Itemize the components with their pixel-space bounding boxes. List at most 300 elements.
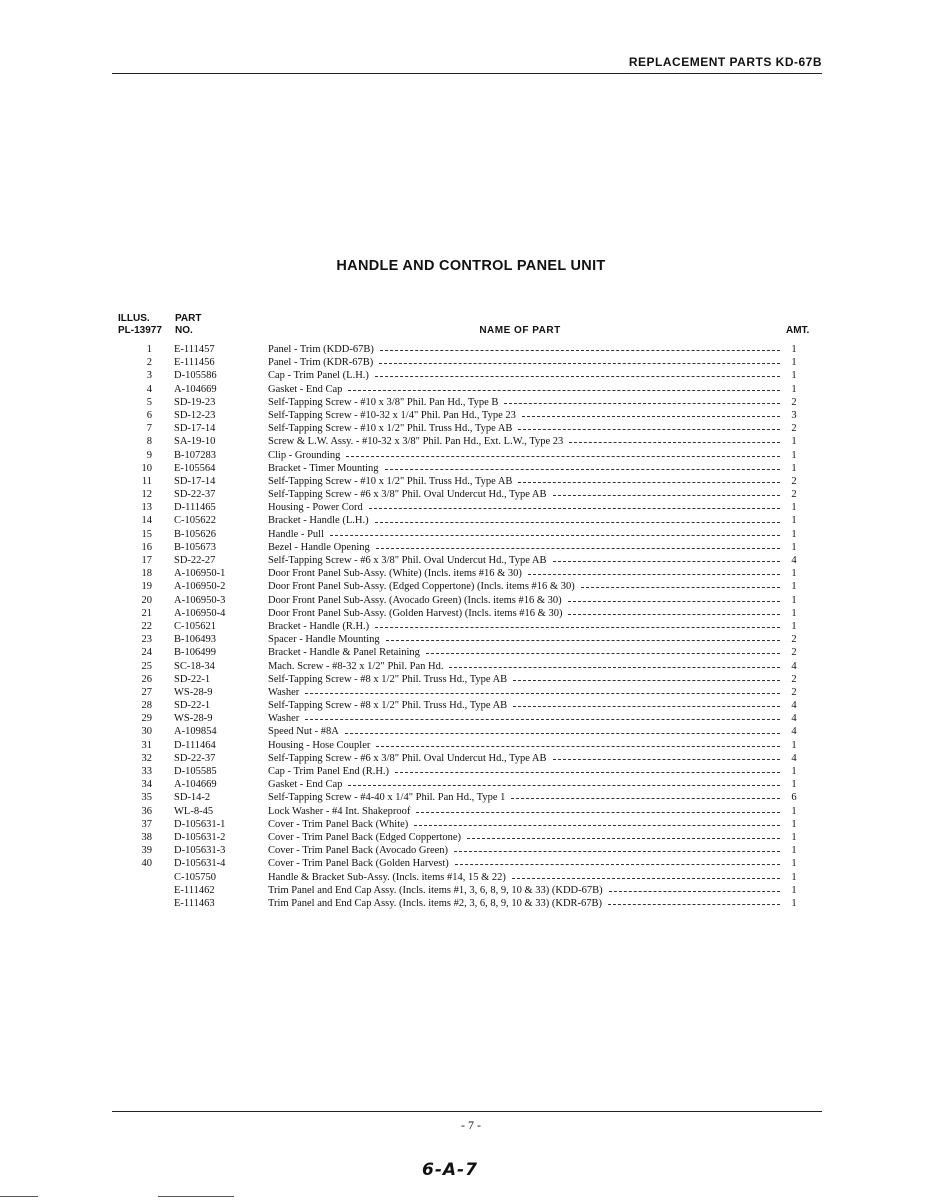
- part-number: A-106950-2: [174, 581, 226, 593]
- illus-number: 27: [141, 686, 152, 698]
- part-amount: 1: [791, 436, 797, 448]
- part-name: Door Front Panel Sub-Assy. (White) (Incls. items #16 & 30): [268, 568, 522, 580]
- illus-number: 35: [141, 792, 152, 804]
- dotted-leader: [513, 680, 780, 681]
- dotted-leader: [369, 508, 780, 509]
- dotted-leader: [305, 719, 780, 720]
- illus-number: 1: [146, 344, 152, 355]
- part-name-cell: [268, 567, 780, 580]
- column-header-illus-label: ILLUS.: [118, 313, 150, 324]
- illus-number: 38: [141, 831, 152, 843]
- illus-number: 40: [141, 858, 152, 870]
- part-amount: 1: [791, 845, 797, 857]
- table-row: [118, 805, 818, 818]
- part-name-cell: [268, 765, 780, 778]
- illus-number: 21: [141, 607, 152, 619]
- scan-edge-mark: [158, 1196, 234, 1197]
- table-row: [118, 831, 818, 844]
- part-name: Housing - Power Cord: [268, 502, 363, 514]
- part-name-cell: [268, 475, 780, 488]
- dotted-leader: [581, 587, 780, 588]
- part-number: D-105631-3: [174, 845, 226, 857]
- part-number: SA-19-10: [174, 436, 216, 448]
- part-number: WL-8-45: [174, 805, 214, 817]
- column-header-name: NAME OF PART: [479, 325, 561, 336]
- part-name: Cover - Trim Panel Back (White): [268, 818, 409, 830]
- dotted-leader: [376, 746, 780, 747]
- section-title: HANDLE AND CONTROL PANEL UNIT: [336, 258, 606, 274]
- table-row: [118, 857, 818, 870]
- table-row: [118, 739, 818, 752]
- part-number: B-107283: [174, 449, 216, 461]
- part-name-cell: [268, 396, 780, 409]
- part-amount: 4: [791, 713, 797, 725]
- part-amount: 2: [791, 489, 797, 501]
- dotted-leader: [518, 429, 780, 430]
- table-row: [118, 369, 818, 382]
- part-number: E-111457: [174, 344, 215, 355]
- part-amount: 1: [791, 871, 797, 883]
- part-number: C-105750: [174, 871, 216, 883]
- part-name: Washer: [268, 686, 300, 698]
- part-number: A-104669: [174, 383, 217, 395]
- part-name-cell: [268, 818, 780, 831]
- part-amount: 4: [791, 660, 797, 672]
- part-number: B-106493: [174, 634, 216, 646]
- part-name: Self-Tapping Screw - #6 x 3/8" Phil. Oval Undercut Hd., Type AB: [268, 555, 547, 566]
- table-row: [118, 514, 818, 527]
- part-name: Self-Tapping Screw - #4-40 x 1/4" Phil. Pan Hd., Type 1: [268, 792, 506, 804]
- table-row: [118, 475, 818, 488]
- table-row: [118, 607, 818, 620]
- part-number: A-106950-4: [174, 607, 226, 619]
- table-row: [118, 725, 818, 738]
- table-row: [118, 396, 818, 409]
- illus-number: 15: [141, 528, 152, 540]
- part-number: SD-14-2: [174, 792, 211, 804]
- illus-number: 2: [146, 357, 152, 369]
- column-header-illus-sub: PL-13977: [118, 325, 162, 336]
- page-header-title: REPLACEMENT PARTS KD-67B: [628, 55, 822, 69]
- illus-number: 4: [146, 383, 152, 395]
- part-name-cell: [268, 422, 780, 435]
- part-name: Panel - Trim (KDD-67B): [268, 344, 374, 355]
- part-name-cell: [268, 752, 780, 765]
- part-amount: 2: [791, 686, 797, 698]
- column-header-part-sub: NO.: [175, 325, 193, 336]
- illus-number: 6: [146, 409, 152, 421]
- illus-number: 29: [141, 713, 152, 725]
- part-name-cell: [268, 554, 780, 567]
- part-name: Bracket - Handle & Panel Retaining: [268, 647, 420, 659]
- part-name-cell: [268, 871, 780, 884]
- illus-number: 36: [141, 805, 152, 817]
- part-amount: 1: [791, 383, 797, 395]
- part-amount: 2: [791, 396, 797, 408]
- part-name: Screw & L.W. Assy. - #10-32 x 3/8" Phil. Pan Hd., Ext. L.W., Type 23: [268, 436, 564, 448]
- part-name: Self-Tapping Screw - #8 x 1/2" Phil. Truss Hd., Type AB: [268, 700, 508, 712]
- part-name: Trim Panel and End Cap Assy. (Incls. items #1, 3, 6, 8, 9, 10 & 33) (KDD-67B): [268, 884, 603, 896]
- part-name-cell: [268, 686, 780, 699]
- dotted-leader: [608, 904, 780, 905]
- column-header-part: [175, 313, 201, 337]
- part-name: Self-Tapping Screw - #6 x 3/8" Phil. Oval Undercut Hd., Type AB: [268, 752, 547, 764]
- table-row: [118, 673, 818, 686]
- part-amount: 1: [791, 581, 797, 593]
- part-number: A-109854: [174, 726, 217, 738]
- part-amount: 1: [791, 858, 797, 870]
- part-amount: 1: [791, 357, 797, 369]
- part-name: Self-Tapping Screw - #10 x 3/8" Phil. Pan Hd., Type B: [268, 396, 499, 408]
- part-name-cell: [268, 778, 780, 791]
- part-name-cell: [268, 528, 780, 541]
- dotted-leader: [511, 798, 780, 799]
- part-name: Door Front Panel Sub-Assy. (Avocado Green) (Incls. items #16 & 30): [268, 594, 562, 606]
- part-name: Bracket - Timer Mounting: [268, 462, 379, 474]
- part-number: B-105673: [174, 541, 216, 553]
- table-row: [118, 765, 818, 778]
- dotted-leader: [375, 376, 780, 377]
- dotted-leader: [345, 733, 780, 734]
- part-number: SD-22-1: [174, 673, 211, 685]
- dotted-leader: [512, 878, 780, 879]
- illus-number: 5: [146, 396, 152, 408]
- dotted-leader: [379, 363, 780, 364]
- illus-number: 20: [141, 594, 152, 606]
- part-name-cell: [268, 791, 780, 804]
- part-amount: 1: [791, 739, 797, 751]
- illus-number: 22: [141, 620, 152, 632]
- table-row: [118, 752, 818, 765]
- part-name: Self-Tapping Screw - #10 x 1/2" Phil. Truss Hd., Type AB: [268, 475, 513, 487]
- table-row: [118, 660, 818, 673]
- part-name: Gasket - End Cap: [268, 779, 343, 791]
- part-number: SD-22-27: [174, 555, 216, 566]
- dotted-leader: [380, 350, 780, 351]
- part-name-cell: [268, 594, 780, 607]
- table-row: [118, 422, 818, 435]
- part-amount: 1: [791, 528, 797, 540]
- part-number: A-104669: [174, 779, 217, 791]
- illus-number: 31: [141, 739, 152, 751]
- part-name: Self-Tapping Screw - #8 x 1/2" Phil. Truss Hd., Type AB: [268, 673, 508, 685]
- part-amount: 2: [791, 475, 797, 487]
- dotted-leader: [553, 561, 780, 562]
- illus-number: 13: [141, 502, 152, 514]
- dotted-leader: [528, 574, 780, 575]
- table-row: [118, 567, 818, 580]
- illus-number: 39: [141, 845, 152, 857]
- column-header-part-label: PART: [175, 313, 202, 324]
- part-number: E-105564: [174, 462, 216, 474]
- part-number: SD-12-23: [174, 409, 216, 421]
- part-amount: 1: [791, 502, 797, 514]
- dotted-leader: [518, 482, 780, 483]
- part-number: E-111463: [174, 897, 215, 909]
- illus-number: 14: [141, 515, 152, 527]
- part-name-cell: [268, 449, 780, 462]
- table-row: [118, 646, 818, 659]
- part-amount: 1: [791, 568, 797, 580]
- scan-edge-mark: [0, 1196, 38, 1197]
- dotted-leader: [467, 838, 780, 839]
- part-name-cell: [268, 383, 780, 396]
- illus-number: 34: [141, 779, 152, 791]
- illus-number: 11: [141, 475, 152, 487]
- part-amount: 1: [791, 766, 797, 777]
- illus-number: 23: [141, 634, 152, 646]
- part-name: Trim Panel and End Cap Assy. (Incls. items #2, 3, 6, 8, 9, 10 & 33) (KDR-67B): [268, 897, 603, 909]
- part-number: E-111456: [174, 357, 215, 369]
- part-amount: 1: [791, 884, 797, 896]
- table-row: [118, 778, 818, 791]
- dotted-leader: [395, 772, 780, 773]
- illus-number: 24: [141, 647, 152, 659]
- table-row: [118, 435, 818, 448]
- illus-number: 18: [141, 568, 152, 580]
- part-name: Washer: [268, 713, 300, 725]
- dotted-leader: [416, 812, 780, 813]
- part-name: Panel - Trim (KDR-67B): [268, 357, 374, 369]
- part-amount: 6: [791, 792, 797, 804]
- part-name: Lock Washer - #4 Int. Shakeproof: [268, 805, 411, 817]
- part-amount: 1: [791, 620, 797, 632]
- column-header-illus: [118, 313, 162, 337]
- part-name-cell: [268, 488, 780, 501]
- dotted-leader: [553, 759, 780, 760]
- part-amount: 2: [791, 423, 797, 435]
- part-name-cell: [268, 660, 780, 673]
- part-name-cell: [268, 620, 780, 633]
- table-row: [118, 871, 818, 884]
- part-amount: 4: [791, 752, 797, 764]
- illus-number: 26: [141, 673, 152, 685]
- dotted-leader: [454, 851, 780, 852]
- part-number: D-105631-4: [174, 858, 226, 870]
- part-name: Speed Nut - #8A: [268, 726, 339, 738]
- dotted-leader: [568, 614, 780, 615]
- part-number: WS-28-9: [174, 713, 213, 725]
- part-number: C-105622: [174, 515, 216, 527]
- part-amount: 1: [791, 897, 797, 909]
- handwritten-note: 6-A-7: [422, 1160, 478, 1180]
- table-row: [118, 541, 818, 554]
- part-number: SD-17-14: [174, 475, 216, 487]
- part-number: D-105585: [174, 766, 217, 777]
- illus-number: 25: [141, 660, 152, 672]
- part-number: SD-19-23: [174, 396, 216, 408]
- part-amount: 4: [791, 555, 797, 566]
- part-name-cell: [268, 462, 780, 475]
- part-amount: 2: [791, 634, 797, 646]
- part-name: Handle & Bracket Sub-Assy. (Incls. items #14, 15 & 22): [268, 871, 506, 883]
- table-row: [118, 844, 818, 857]
- dotted-leader: [348, 390, 780, 391]
- part-name: Bracket - Handle (R.H.): [268, 620, 370, 632]
- part-name: Cap - Trim Panel End (R.H.): [268, 766, 390, 777]
- part-name-cell: [268, 607, 780, 620]
- part-number: B-105626: [174, 528, 216, 540]
- table-row: [118, 818, 818, 831]
- illus-number: 10: [141, 462, 152, 474]
- illus-number: 32: [141, 752, 152, 764]
- part-number: SD-22-1: [174, 700, 211, 712]
- part-amount: 1: [791, 831, 797, 843]
- part-number: B-106499: [174, 647, 216, 659]
- part-name-cell: [268, 369, 780, 382]
- dotted-leader: [504, 403, 780, 404]
- dotted-leader: [609, 891, 780, 892]
- part-name-cell: [268, 541, 780, 554]
- part-name: Housing - Hose Coupler: [268, 739, 371, 751]
- parts-list: [118, 343, 818, 910]
- part-name-cell: [268, 501, 780, 514]
- part-amount: 1: [791, 449, 797, 461]
- part-name: Handle - Pull: [268, 528, 324, 540]
- dotted-leader: [375, 627, 780, 628]
- part-number: D-105631-2: [174, 831, 226, 843]
- part-amount: 1: [791, 462, 797, 474]
- part-number: SD-22-37: [174, 752, 216, 764]
- part-name: Clip - Grounding: [268, 449, 341, 461]
- dotted-leader: [414, 825, 780, 826]
- table-row: [118, 712, 818, 725]
- part-name-cell: [268, 805, 780, 818]
- illus-number: 28: [141, 700, 152, 712]
- dotted-leader: [376, 548, 780, 549]
- part-name-cell: [268, 739, 780, 752]
- part-number: SC-18-34: [174, 660, 215, 672]
- part-amount: 1: [791, 779, 797, 791]
- part-amount: 2: [791, 673, 797, 685]
- dotted-leader: [375, 522, 780, 523]
- part-number: D-105586: [174, 370, 217, 382]
- dotted-leader: [305, 693, 780, 694]
- table-row: [118, 884, 818, 897]
- table-row: [118, 528, 818, 541]
- table-row: [118, 554, 818, 567]
- part-number: SD-22-37: [174, 489, 216, 501]
- dotted-leader: [426, 653, 780, 654]
- part-number: E-111462: [174, 884, 215, 896]
- part-name: Cap - Trim Panel (L.H.): [268, 370, 369, 382]
- part-number: A-106950-1: [174, 568, 226, 580]
- part-name-cell: [268, 857, 780, 870]
- illus-number: 30: [141, 726, 152, 738]
- part-number: C-105621: [174, 620, 216, 632]
- part-name-cell: [268, 580, 780, 593]
- part-number: D-111465: [174, 502, 216, 514]
- header-rule: [112, 73, 822, 74]
- part-name: Self-Tapping Screw - #10 x 1/2" Phil. Truss Hd., Type AB: [268, 423, 513, 435]
- part-name-cell: [268, 514, 780, 527]
- table-row: [118, 501, 818, 514]
- table-row: [118, 356, 818, 369]
- dotted-leader: [346, 456, 780, 457]
- part-name: Spacer - Handle Mounting: [268, 634, 380, 646]
- part-name-cell: [268, 356, 780, 369]
- table-row: [118, 409, 818, 422]
- table-row: [118, 383, 818, 396]
- part-number: D-105631-1: [174, 818, 226, 830]
- part-name-cell: [268, 897, 780, 910]
- part-name: Self-Tapping Screw - #6 x 3/8" Phil. Oval Undercut Hd., Type AB: [268, 489, 547, 501]
- part-name: Self-Tapping Screw - #10-32 x 1/4" Phil. Pan Hd., Type 23: [268, 409, 516, 421]
- part-name: Gasket - End Cap: [268, 383, 343, 395]
- part-name: Door Front Panel Sub-Assy. (Golden Harvest) (Incls. items #16 & 30): [268, 607, 563, 619]
- illus-number: 17: [141, 555, 152, 566]
- part-amount: 3: [791, 409, 797, 421]
- part-number: A-106950-3: [174, 594, 226, 606]
- part-name: Bezel - Handle Opening: [268, 541, 370, 553]
- dotted-leader: [449, 667, 780, 668]
- part-amount: 1: [791, 818, 797, 830]
- table-row: [118, 699, 818, 712]
- part-number: SD-17-14: [174, 423, 216, 435]
- page-number: - 7 -: [461, 1118, 481, 1132]
- illus-number: 19: [141, 581, 152, 593]
- dotted-leader: [385, 469, 780, 470]
- table-row: [118, 791, 818, 804]
- dotted-leader: [348, 785, 780, 786]
- part-number: D-111464: [174, 739, 216, 751]
- illus-number: 9: [146, 449, 152, 461]
- table-row: [118, 897, 818, 910]
- part-name-cell: [268, 435, 780, 448]
- table-row: [118, 488, 818, 501]
- dotted-leader: [330, 535, 780, 536]
- table-row: [118, 594, 818, 607]
- part-name: Cover - Trim Panel Back (Avocado Green): [268, 845, 449, 857]
- column-header-amt: AMT.: [786, 325, 810, 336]
- table-row: [118, 686, 818, 699]
- illus-number: 12: [141, 489, 152, 501]
- part-number: WS-28-9: [174, 686, 213, 698]
- part-name-cell: [268, 831, 780, 844]
- part-amount: 1: [791, 515, 797, 527]
- illus-number: 7: [146, 423, 152, 435]
- part-name-cell: [268, 712, 780, 725]
- part-amount: 1: [791, 344, 797, 355]
- dotted-leader: [386, 640, 780, 641]
- dotted-leader: [569, 442, 780, 443]
- part-amount: 2: [791, 647, 797, 659]
- table-row: [118, 343, 818, 356]
- illus-number: 16: [141, 541, 152, 553]
- table-row: [118, 462, 818, 475]
- part-amount: 1: [791, 607, 797, 619]
- part-name-cell: [268, 646, 780, 659]
- part-name: Cover - Trim Panel Back (Golden Harvest): [268, 858, 449, 870]
- part-name: Mach. Screw - #8-32 x 1/2" Phil. Pan Hd.: [268, 660, 444, 672]
- dotted-leader: [568, 601, 780, 602]
- part-amount: 4: [791, 726, 797, 738]
- illus-number: 37: [141, 818, 152, 830]
- illus-number: 33: [141, 766, 152, 777]
- table-row: [118, 580, 818, 593]
- table-row: [118, 633, 818, 646]
- illus-number: 8: [146, 436, 152, 448]
- part-name-cell: [268, 725, 780, 738]
- table-row: [118, 449, 818, 462]
- part-name-cell: [268, 884, 780, 897]
- part-name: Door Front Panel Sub-Assy. (Edged Coppertone) (Incls. items #16 & 30): [268, 581, 575, 593]
- dotted-leader: [522, 416, 780, 417]
- illus-number: 3: [146, 370, 152, 382]
- part-name: Cover - Trim Panel Back (Edged Coppertone): [268, 831, 462, 843]
- dotted-leader: [455, 864, 780, 865]
- part-name-cell: [268, 343, 780, 356]
